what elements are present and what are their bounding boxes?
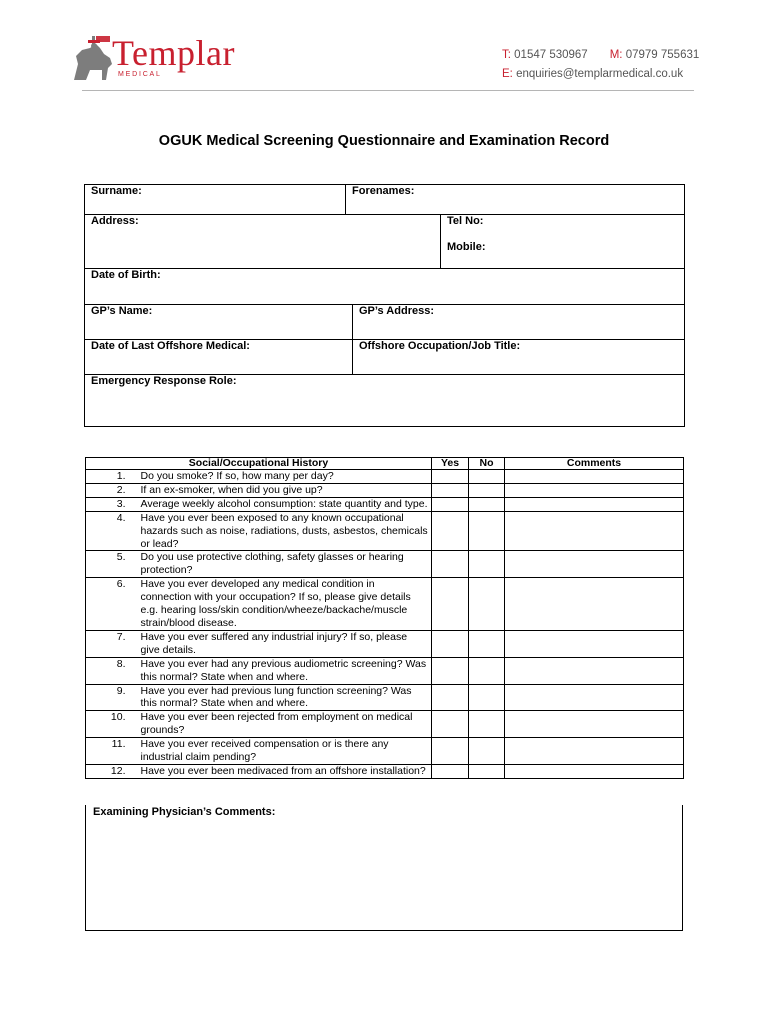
mobile-key: M:	[609, 49, 623, 61]
table-row	[86, 657, 684, 684]
page-title: OGUK Medical Screening Questionnaire and Examination Record	[158, 133, 610, 149]
address-field[interactable]: Address:	[91, 215, 139, 227]
comments-cell[interactable]	[505, 738, 684, 765]
physician-comments-label: Examining Physician’s Comments:	[93, 806, 276, 818]
comments-cell[interactable]	[505, 578, 684, 631]
question-number: 2.	[86, 483, 133, 497]
question-number: 9.	[86, 684, 133, 711]
table-row	[86, 711, 684, 738]
header-divider	[82, 90, 694, 91]
yes-column-header: Yes	[432, 458, 469, 470]
knight-horse-icon	[70, 34, 118, 84]
question-number: 1.	[86, 470, 133, 484]
tel-value: 01547 530967	[514, 49, 588, 61]
question-number: 7.	[86, 630, 133, 657]
question-number: 4.	[86, 511, 133, 551]
table-row	[86, 470, 684, 484]
divider	[440, 214, 441, 268]
table-row	[86, 630, 684, 657]
contact-details	[502, 46, 699, 84]
tel-no-field[interactable]: Tel No:	[447, 215, 484, 227]
comments-column-header: Comments	[505, 458, 684, 470]
no-cell[interactable]	[469, 684, 505, 711]
last-medical-field[interactable]: Date of Last Offshore Medical:	[91, 340, 250, 352]
logo-subtitle: MEDICAL	[118, 71, 162, 78]
yes-cell[interactable]	[432, 551, 469, 578]
comments-cell[interactable]	[505, 470, 684, 484]
contact-email-line	[502, 65, 699, 84]
no-cell[interactable]	[469, 764, 505, 778]
question-number: 10.	[86, 711, 133, 738]
question-number: 3.	[86, 497, 133, 511]
table-row	[86, 497, 684, 511]
dob-field[interactable]: Date of Birth:	[91, 269, 161, 281]
history-column-header: Social/Occupational History	[86, 458, 432, 470]
question-text: Have you ever suffered any industrial injury? If so, please give details.	[133, 630, 432, 657]
yes-cell[interactable]	[432, 511, 469, 551]
question-number: 5.	[86, 551, 133, 578]
question-text: Do you smoke? If so, how many per day?	[133, 470, 432, 484]
no-cell[interactable]	[469, 657, 505, 684]
yes-cell[interactable]	[432, 497, 469, 511]
emergency-role-field[interactable]: Emergency Response Role:	[91, 375, 237, 387]
divider	[84, 214, 685, 215]
gp-address-field[interactable]: GP’s Address:	[359, 305, 434, 317]
question-text: Have you ever been medivaced from an offshore installation?	[133, 764, 432, 778]
comments-cell[interactable]	[505, 630, 684, 657]
no-cell[interactable]	[469, 551, 505, 578]
table-row	[86, 511, 684, 551]
question-number: 12.	[86, 764, 133, 778]
divider	[352, 304, 353, 374]
social-history-table	[85, 457, 684, 779]
no-cell[interactable]	[469, 497, 505, 511]
comments-cell[interactable]	[505, 483, 684, 497]
forenames-field[interactable]: Forenames:	[352, 185, 415, 197]
email-value: enquiries@templarmedical.co.uk	[516, 68, 684, 80]
question-text: Have you ever had any previous audiometric screening? Was this normal? State when and where.	[133, 657, 432, 684]
question-text: Have you ever been rejected from employment on medical grounds?	[133, 711, 432, 738]
logo-wordmark: Templar	[112, 33, 235, 73]
comments-cell[interactable]	[505, 711, 684, 738]
question-number: 11.	[86, 738, 133, 765]
gp-name-field[interactable]: GP’s Name:	[91, 305, 153, 317]
tel-key: T:	[502, 49, 511, 61]
no-cell[interactable]	[469, 738, 505, 765]
question-text: Have you ever been exposed to any known occupational hazards such as noise, radiations, dusts, asbestos, chemicals or lead?	[133, 511, 432, 551]
yes-cell[interactable]	[432, 657, 469, 684]
table-header-row	[86, 458, 684, 470]
comments-cell[interactable]	[505, 764, 684, 778]
comments-cell[interactable]	[505, 684, 684, 711]
no-cell[interactable]	[469, 470, 505, 484]
contact-phone-line	[502, 46, 699, 65]
yes-cell[interactable]	[432, 764, 469, 778]
mobile-field[interactable]: Mobile:	[447, 241, 486, 253]
yes-cell[interactable]	[432, 711, 469, 738]
no-cell[interactable]	[469, 578, 505, 631]
yes-cell[interactable]	[432, 630, 469, 657]
yes-cell[interactable]	[432, 738, 469, 765]
question-text: Average weekly alcohol consumption: state quantity and type.	[133, 497, 432, 511]
question-text: Do you use protective clothing, safety glasses or hearing protection?	[133, 551, 432, 578]
no-column-header: No	[469, 458, 505, 470]
question-text: Have you ever had previous lung function screening? Was this normal? State when and where.	[133, 684, 432, 711]
no-cell[interactable]	[469, 630, 505, 657]
surname-field[interactable]: Surname:	[91, 185, 142, 197]
yes-cell[interactable]	[432, 470, 469, 484]
table-row	[86, 738, 684, 765]
question-number: 8.	[86, 657, 133, 684]
table-row	[86, 483, 684, 497]
yes-cell[interactable]	[432, 578, 469, 631]
comments-cell[interactable]	[505, 551, 684, 578]
no-cell[interactable]	[469, 483, 505, 497]
letterhead	[0, 0, 768, 92]
question-text: If an ex-smoker, when did you give up?	[133, 483, 432, 497]
yes-cell[interactable]	[432, 684, 469, 711]
table-row	[86, 578, 684, 631]
question-text: Have you ever developed any medical condition in connection with your occupation? If so, please give details e.g. hearing loss/skin condition/wheeze/backache/muscle strain/blood disease.	[133, 578, 432, 631]
physician-comments-box[interactable]	[85, 805, 683, 931]
no-cell[interactable]	[469, 511, 505, 551]
question-number: 6.	[86, 578, 133, 631]
table-row	[86, 551, 684, 578]
no-cell[interactable]	[469, 711, 505, 738]
divider	[84, 268, 685, 269]
yes-cell[interactable]	[432, 483, 469, 497]
comments-cell[interactable]	[505, 497, 684, 511]
templar-logo	[70, 34, 270, 86]
question-text: Have you ever received compensation or is there any industrial claim pending?	[133, 738, 432, 765]
divider	[345, 184, 346, 214]
table-row	[86, 764, 684, 778]
email-key: E:	[502, 68, 513, 80]
comments-cell[interactable]	[505, 511, 684, 551]
table-row	[86, 684, 684, 711]
mobile-value: 07979 755631	[625, 49, 700, 61]
comments-cell[interactable]	[505, 657, 684, 684]
occupation-field[interactable]: Offshore Occupation/Job Title:	[359, 340, 521, 352]
